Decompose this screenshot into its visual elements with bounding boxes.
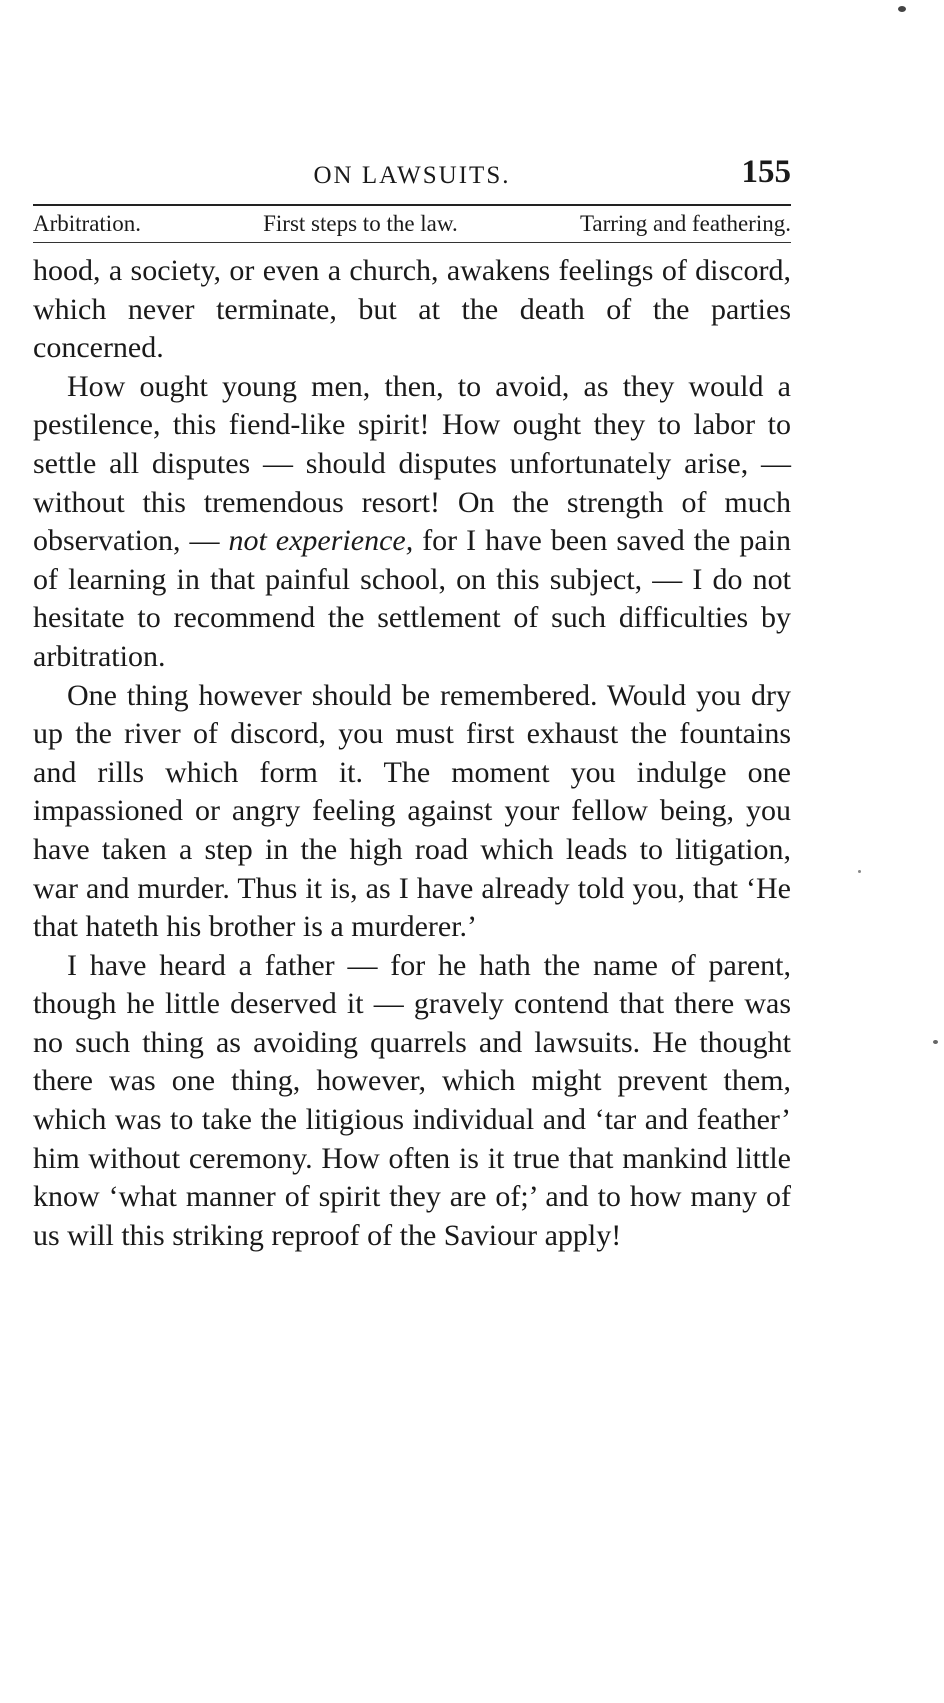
emphasis-not-experience: not experience, <box>228 524 414 558</box>
ink-speck <box>933 1040 938 1044</box>
paragraph-discord: One thing however should be remembered. Would you dry up the river of discord, you must first exhaust the fountains and rills which form it. The moment you indulge one impassioned or angry feeling against your fellow being, you have taken a step in the high road which leads to litigation, war and murder. Thus it is, as I have already told you, that ‘He that hateth his brother is a murderer.’ <box>33 678 791 944</box>
header-rule-top <box>33 204 791 206</box>
topic-line <box>33 207 791 241</box>
body-text <box>33 252 791 1255</box>
topic-first-steps: First steps to the law. <box>263 211 458 236</box>
paragraph-young-men-part-2: for I have been saved the pain of learning in that painful school, on this subject, — I do not hesitate to recommend the settlement of such difficulties by arbitration. <box>33 524 791 673</box>
paragraph-young-men <box>33 368 791 677</box>
paragraph-continuation: hood, a society, or even a church, awakens feelings of discord, which never terminate, but at the death of the parties concerned. <box>33 254 791 365</box>
paragraph-father: I have heard a father — for he hath the name of parent, though he little deserved it — gravely contend that there was no such thing as avoiding quarrels and lawsuits. He thought there was one thing, however, which might prevent them, which was to take the litigious individual and ‘tar and feather’ him without ceremony. How often is it true that mankind little know ‘what manner of spirit they are of;’ and to how many of us will this striking reproof of the Saviour apply! <box>33 948 791 1252</box>
ink-speck <box>898 6 906 12</box>
ink-speck <box>858 870 861 873</box>
page-number: 155 <box>741 154 791 190</box>
running-title: ON LAWSUITS. <box>313 162 511 189</box>
header-rule-bottom <box>33 242 791 243</box>
topic-tarring: Tarring and feathering. <box>579 211 791 236</box>
topic-arbitration: Arbitration. <box>33 211 141 236</box>
running-head <box>33 150 791 194</box>
paragraph-young-men-part-1: How ought young men, then, to avoid, as they would a pestilence, this fiend-like spirit! How ought they to labor to settle all disputes — should disputes unfortunately arise, — without this tremendous resort! On the strength of much observation, — <box>33 369 791 558</box>
